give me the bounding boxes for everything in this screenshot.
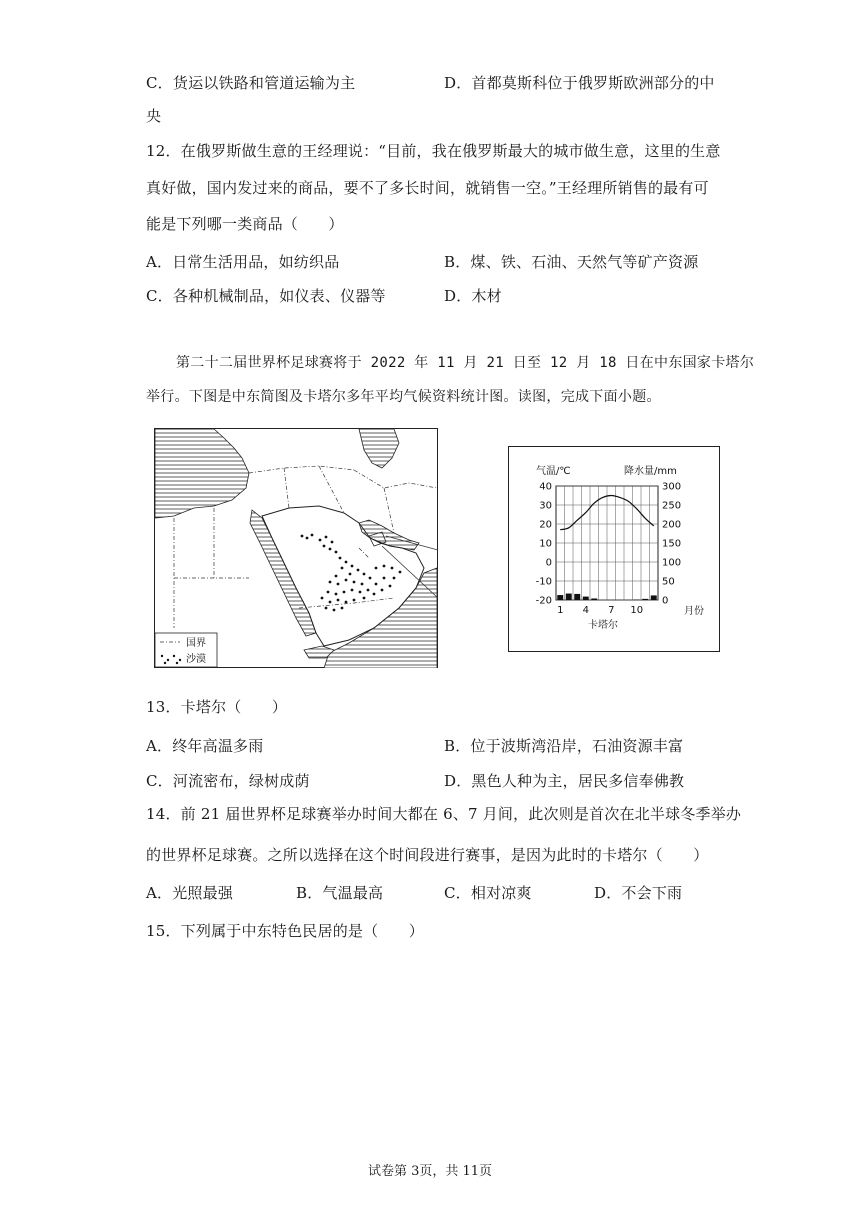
q14-option-a: A．光照最强: [146, 884, 234, 902]
precipitation-bar: [583, 597, 589, 600]
q12-option-b: B．煤、铁、石油、天然气等矿产资源: [444, 253, 699, 271]
temperature-tick-label: 20: [539, 519, 552, 531]
precipitation-tick-label: 100: [662, 557, 682, 569]
q12-stem-line3: 能是下列哪一类商品（ ）: [146, 215, 344, 233]
q14-option-b: B．气温最高: [296, 884, 384, 902]
q13-option-a: A．终年高温多雨: [146, 737, 264, 755]
month-tick-label: 10: [630, 605, 644, 616]
q13-option-d: D．黑色人种为主，居民多信奉佛教: [444, 772, 685, 790]
q14-stem-line2: 的世界杯足球赛。之所以选择在这个时间段进行赛事，是因为此时的卡塔尔（ ）: [146, 846, 709, 864]
qatar-climate-chart: [508, 446, 720, 652]
q14-option-c: C．相对凉爽: [444, 884, 532, 902]
q12-option-d: D．木材: [444, 287, 502, 305]
precipitation-bar: [642, 599, 648, 600]
precipitation-tick-label: 200: [662, 519, 682, 531]
right-axis-label: 降水量/mm: [624, 466, 677, 477]
precipitation-tick-label: 50: [662, 576, 675, 588]
temperature-tick-label: 40: [539, 481, 552, 493]
precipitation-tick-label: 250: [662, 500, 682, 512]
month-tick-label: 4: [582, 605, 589, 616]
q11-option-d-continued: 央: [146, 107, 162, 125]
precipitation-bar: [557, 595, 563, 600]
q14-option-d: D．不会下雨: [594, 884, 683, 902]
precipitation-tick-label: 300: [662, 481, 682, 493]
month-tick-label: 7: [608, 605, 615, 616]
q13-stem: 13．卡塔尔（ ）: [146, 698, 288, 716]
precipitation-bar: [574, 594, 580, 600]
q12-stem-line2: 真好做，国内发过来的商品，要不了多长时间，就销售一空。”王经理所销售的最有可: [146, 179, 709, 197]
q15-stem: 15．下列属于中东特色民居的是（ ）: [146, 922, 424, 940]
temperature-tick-label: -20: [535, 595, 552, 607]
q13-option-c: C．河流密布，绿树成荫: [146, 772, 310, 790]
x-unit-label: 月份: [684, 606, 704, 617]
q11-option-c: C．货运以铁路和管道运输为主: [146, 74, 356, 92]
temperature-tick-label: 0: [545, 557, 552, 569]
middle-east-map: [154, 428, 438, 668]
precipitation-tick-label: 150: [662, 538, 682, 550]
page-footer: 试卷第 3页，共 11页: [367, 1164, 493, 1179]
temperature-tick-label: 30: [539, 500, 552, 512]
q12-stem-line1: 12．在俄罗斯做生意的王经理说：“目前，我在俄罗斯最大的城市做生意，这里的生意: [146, 142, 721, 160]
location-label: 卡塔尔: [588, 620, 618, 631]
q11-option-d: D．首都莫斯科位于俄罗斯欧洲部分的中: [444, 74, 715, 92]
intro-line2: 举行。下图是中东简图及卡塔尔多年平均气候资料统计图。读图，完成下面小题。: [146, 389, 661, 405]
legend-border-label: 国界: [186, 638, 206, 649]
precipitation-bar: [566, 594, 572, 600]
q14-stem-line1: 14．前 21 届世界杯足球赛举办时间大都在 6、7 月间，此次则是首次在北半球冬季举办: [146, 805, 742, 823]
precipitation-bar: [591, 598, 597, 600]
precipitation-bar: [651, 595, 657, 600]
q12-option-a: A．日常生活用品，如纺织品: [146, 253, 340, 271]
legend-desert-label: 沙漠: [186, 654, 206, 665]
q12-option-c: C．各种机械制品，如仪表、仪器等: [146, 287, 386, 305]
left-axis-label: 气温/℃: [536, 466, 571, 477]
q13-option-b: B．位于波斯湾沿岸，石油资源丰富: [444, 737, 684, 755]
intro-line1: 第二十二届世界杯足球赛将于 2022 年 11 月 21 日至 12 月 18 日在中东国家卡塔尔: [176, 355, 755, 371]
month-tick-label: 1: [557, 605, 564, 616]
precipitation-tick-label: 0: [662, 595, 669, 607]
temperature-tick-label: -10: [535, 576, 552, 588]
temperature-tick-label: 10: [539, 538, 552, 550]
